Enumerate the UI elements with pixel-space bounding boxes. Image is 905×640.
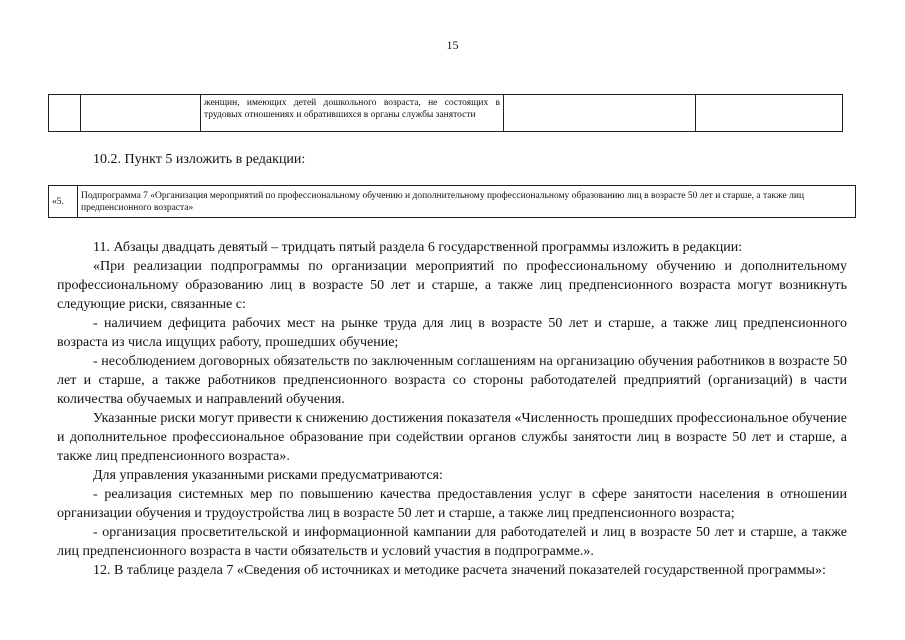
table-cell xyxy=(49,95,81,132)
table-row xyxy=(49,95,843,132)
amendment-table xyxy=(48,185,856,218)
paragraph: - несоблюдением договорных обязательств по заключенным соглашениям на организацию обучения работников в возрасте 50 лет и старше, а также работников предпенсионного возраста со стороны работодателей предприятий (организаций) в части количества обучаемых и направлений обучения. xyxy=(57,354,847,407)
page-number: 15 xyxy=(446,38,459,52)
table-cell xyxy=(696,95,843,132)
paragraph: - организация просветительской и информационной кампании для работодателей и лиц в возрасте 50 лет и старше, а также лиц предпенсионного возраста в части обязательств и условий участия в подпрограмме.». xyxy=(57,525,847,559)
paragraph: 11. Абзацы двадцать девятый – тридцать пятый раздела 6 государственной программы изложить в редакции: xyxy=(93,240,743,255)
table-row xyxy=(49,186,856,218)
paragraph: - наличием дефицита рабочих мест на рынке труда для лиц в возрасте 50 лет и старше, а также лиц предпенсионного возраста из числа ищущих работу, прошедших обучение; xyxy=(57,316,847,350)
subpoint-heading: 10.2. Пункт 5 изложить в редакции: xyxy=(93,152,306,167)
paragraph: 12. В таблице раздела 7 «Сведения об источниках и методике расчета значений показателей государственной программы»: xyxy=(93,563,826,578)
paragraph: «При реализации подпрограммы по организации мероприятий по профессиональному обучению и дополнительному профессиональному образованию лиц в возрасте 50 лет и старше, а также лиц предпенсионного возраста могут возникнуть следующие риски, связанные с: xyxy=(57,259,847,312)
table-cell xyxy=(504,95,696,132)
continued-table xyxy=(48,94,843,132)
row-number: «5. xyxy=(49,186,78,218)
body-text xyxy=(57,238,847,580)
subprogram-title: Подпрограмма 7 «Организация мероприятий по профессиональному обучению и дополнительному профессиональному образованию лиц в возрасте 50 лет и старше, а также лиц предпенсионного возраста» xyxy=(78,186,856,218)
paragraph: - реализация системных мер по повышению качества предоставления услуг в сфере занятости населения в отношении организации обучения и трудоустройства лиц в возрасте 50 лет и старше, а также лиц предпенсионного возраста; xyxy=(57,487,847,521)
paragraph: Указанные риски могут привести к снижению достижения показателя «Численность прошедших профессиональное обучение и дополнительное профессиональное образование при содействии органов службы занятости лиц в возрасте 50 лет и старше, а также лиц предпенсионного возраста». xyxy=(57,411,847,464)
paragraph: Для управления указанными рисками предусматриваются: xyxy=(93,468,443,483)
table-cell xyxy=(81,95,201,132)
table-cell-text: женщин, имеющих детей дошкольного возраста, не состоящих в трудовых отношениях и обратившихся в органы службы занятости xyxy=(201,95,504,132)
